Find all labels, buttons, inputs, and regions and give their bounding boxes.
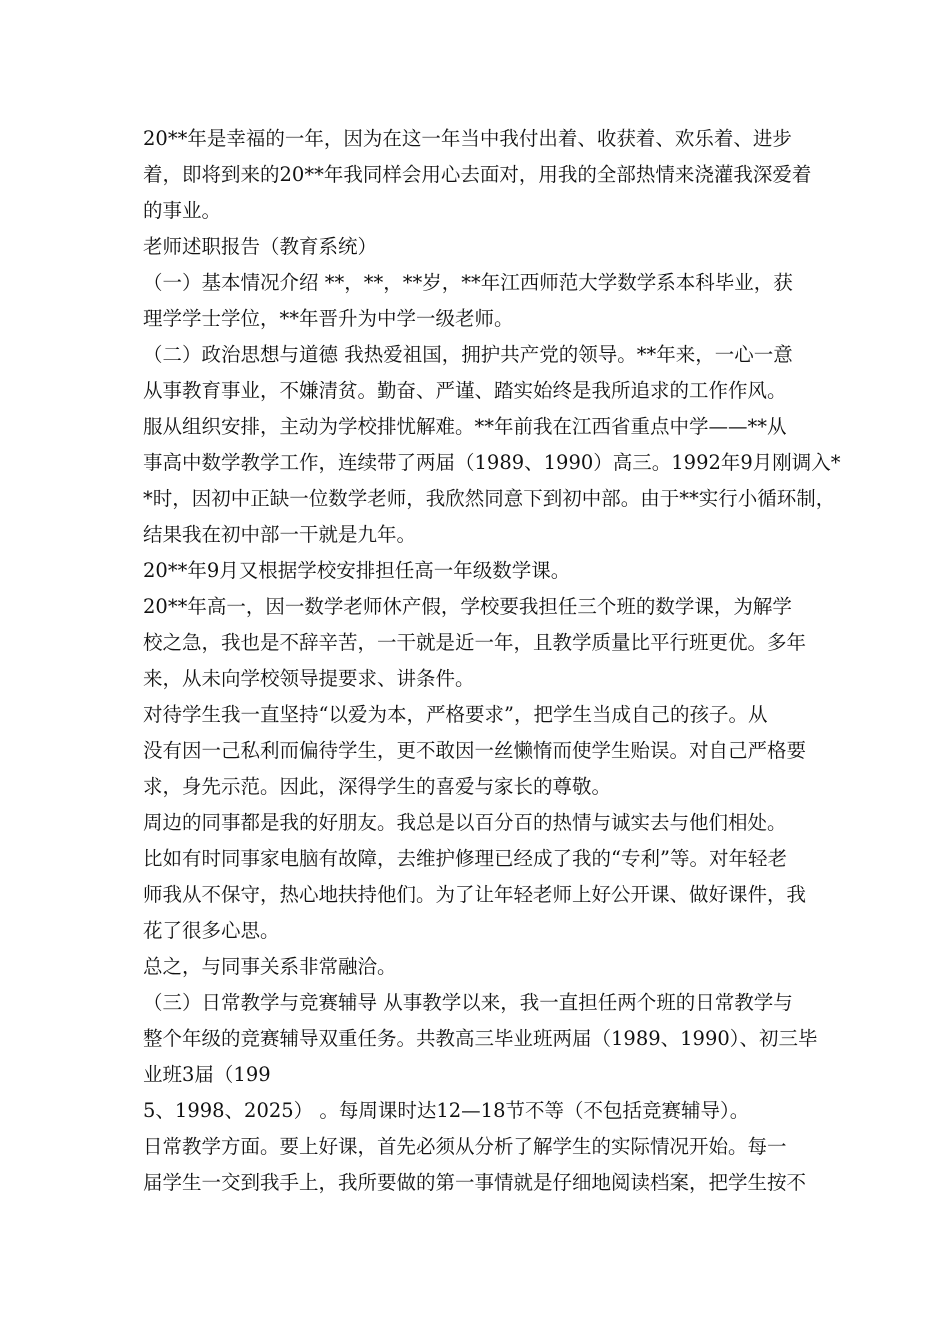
text-line: 来，从未向学校领导提要求、讲条件。 [143, 667, 475, 690]
text-line: 届学生一交到我手上，我所要做的第一事情就是仔细地阅读档案，把学生按不 [143, 1171, 807, 1194]
text-line: 对待学生我一直坚持“以爱为本，严格要求”，把学生当成自己的孩子。从 [143, 703, 768, 726]
text-line: 服从组织安排，主动为学校排忧解难。**年前我在江西省重点中学——**从 [143, 415, 787, 438]
text-line: 5、1998、2025） 。每周课时达12—18节不等（不包括竞赛辅导）。 [143, 1099, 750, 1122]
text-line: 20**年高一，因一数学老师休产假，学校要我担任三个班的数学课，为解学 [143, 595, 792, 618]
text-line: 业班3届（199 [143, 1063, 271, 1086]
text-line: 校之急，我也是不辞辛苦，一干就是近一年，且教学质量比平行班更优。多年 [143, 631, 807, 654]
text-line: 事高中数学教学工作，连续带了两届（1989、1990）高三。1992年9月刚调入* [143, 451, 841, 474]
text-line: 日常教学方面。要上好课，首先必须从分析了解学生的实际情况开始。每一 [143, 1135, 787, 1158]
text-line: 结果我在初中部一干就是九年。 [143, 523, 417, 546]
text-line: 着，即将到来的20**年我同样会用心去面对，用我的全部热情来浇灌我深爱着 [143, 163, 812, 186]
text-line: 的事业。 [143, 199, 222, 222]
text-line: 从事教育事业，不嫌清贫。勤奋、严谨、踏实始终是我所追求的工作作风。 [143, 379, 787, 402]
text-line: *时，因初中正缺一位数学老师，我欣然同意下到初中部。由于**实行小循环制， [143, 487, 836, 510]
text-line: 比如有时同事家电脑有故障，去维护修理已经成了我的“专利”等。对年轻老 [143, 847, 787, 870]
text-line: （二）政治思想与道德 我热爱祖国，拥护共产党的领导。**年来，一心一意 [143, 343, 793, 366]
text-line: 老师述职报告（教育系统） [143, 235, 378, 258]
text-line: （一）基本情况介绍 **，**，**岁，**年江西师范大学数学系本科毕业，获 [143, 271, 793, 294]
text-line: 整个年级的竞赛辅导双重任务。共教高三毕业班两届（1989、1990）、初三毕 [143, 1027, 818, 1050]
text-line: 师我从不保守，热心地扶持他们。为了让年轻老师上好公开课、做好课件，我 [143, 883, 807, 906]
text-line: 20**年9月又根据学校安排担任高一年级数学课。 [143, 559, 571, 582]
text-line: 周边的同事都是我的好朋友。我总是以百分百的热情与诚实去与他们相处。 [143, 811, 787, 834]
text-line: 没有因一己私利而偏待学生，更不敢因一丝懒惰而使学生贻误。对自己严格要 [143, 739, 807, 762]
text-line: 理学学士学位，**年晋升为中学一级老师。 [143, 307, 514, 330]
text-line: （三）日常教学与竞赛辅导 从事教学以来，我一直担任两个班的日常教学与 [143, 991, 793, 1014]
text-line: 花了很多心思。 [143, 919, 280, 942]
text-line: 总之，与同事关系非常融洽。 [143, 955, 397, 978]
text-line: 20**年是幸福的一年，因为在这一年当中我付出着、收获着、欢乐着、进步 [143, 127, 792, 150]
text-line: 求，身先示范。因此，深得学生的喜爱与家长的尊敬。 [143, 775, 612, 798]
